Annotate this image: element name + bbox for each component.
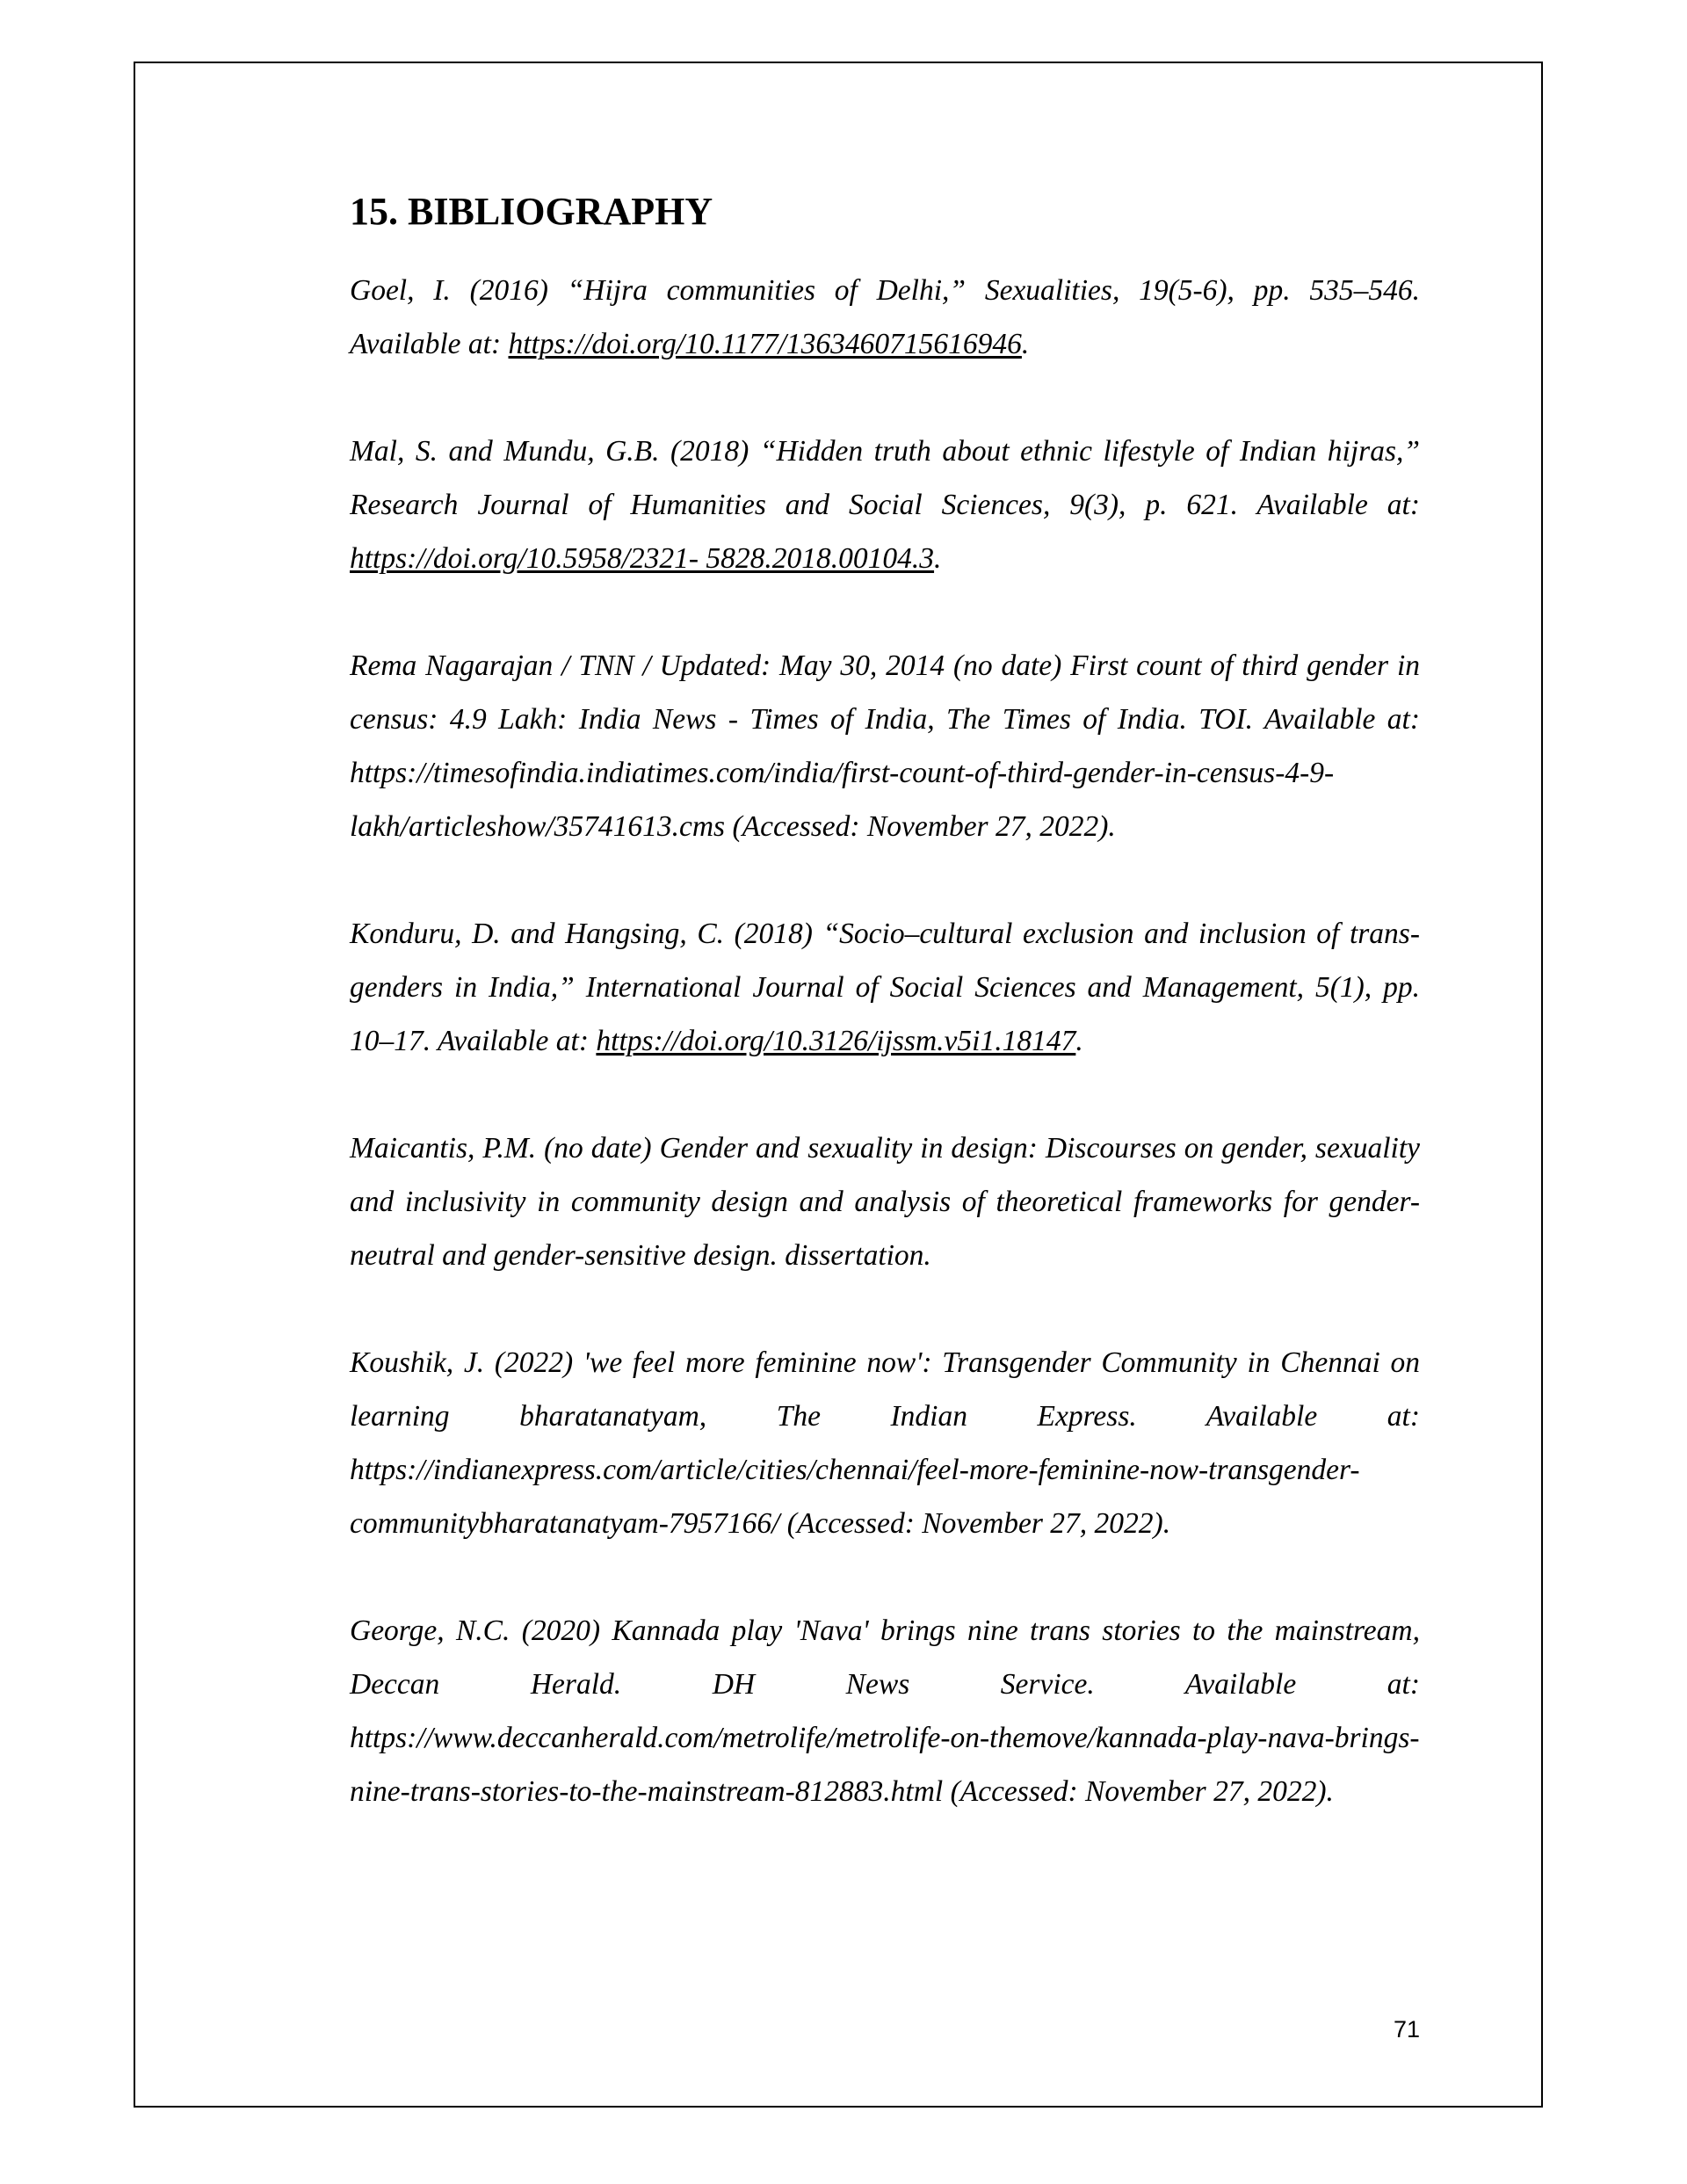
reference-entry-2: [350, 424, 1420, 585]
reference-text: Koushik, J. (2022) 'we feel more feminine now': Transgender Community in Chennai on learning bharatanatyam, The Indian Express. Available at: https://indianexpress.com/article/cities/chennai/feel-more-feminine-now-transgender-communitybharatanatyam-7957166/ (Accessed: November 27, 2022).: [350, 1346, 1420, 1540]
reference-suffix: .: [1021, 328, 1030, 360]
reference-text: George, N.C. (2020) Kannada play 'Nava' brings nine trans stories to the mainstream, Deccan Herald. DH News Service. Available at: https://www.deccanherald.com/metrolife/metrolife-on-themove/kannada-play-nava-brings-nine-trans-stories-to-the-mainstream-812883.html (Accessed: November 27, 2022).: [350, 1614, 1420, 1808]
reference-entry-1: [350, 264, 1420, 371]
reference-suffix: .: [934, 542, 942, 575]
reference-text: Goel, I. (2016) “Hijra communities of Delhi,” Sexualities, 19(5-6), pp. 535–546. Available at:: [350, 274, 1420, 360]
bibliography-section: [350, 185, 1420, 1872]
reference-text: Rema Nagarajan / TNN / Updated: May 30, 2014 (no date) First count of third gender in census: 4.9 Lakh: India News - Times of India, The Times of India. TOI. Available at: https://timesofindia.indiatimes.com/india/first-count-of-third-gender-in-census-4-9- lakh/articleshow/35741613.cms (Accessed: November 27, 2022).: [350, 649, 1420, 843]
reference-text: Mal, S. and Mundu, G.B. (2018) “Hidden truth about ethnic lifestyle of Indian hijras,” Research Journal of Humanities and Social Sciences, 9(3), p. 621. Available at:: [350, 435, 1420, 521]
reference-link[interactable]: https://doi.org/10.1177/1363460715616946: [508, 328, 1022, 360]
reference-entry-4: [350, 907, 1420, 1068]
reference-link[interactable]: https://doi.org/10.3126/ijssm.v5i1.18147: [596, 1025, 1076, 1057]
reference-entry-5: [350, 1121, 1420, 1282]
reference-suffix: .: [1075, 1025, 1083, 1057]
reference-text: Maicantis, P.M. (no date) Gender and sexuality in design: Discourses on gender, sexuality and inclusivity in community design and analysis of theoretical frameworks for gender-neutral and gender-sensitive design. dissertation.: [350, 1132, 1420, 1272]
reference-entry-7: [350, 1604, 1420, 1818]
reference-text: Konduru, D. and Hangsing, C. (2018) “Socio–cultural exclusion and inclusion of trans-genders in India,” International Journal of Social Sciences and Management, 5(1), pp. 10–17. Available at:: [350, 918, 1420, 1057]
reference-link[interactable]: https://doi.org/10.5958/2321- 5828.2018.00104.3: [350, 542, 935, 575]
reference-entry-6: [350, 1336, 1420, 1550]
page-title: 15. BIBLIOGRAPHY: [350, 190, 713, 233]
page-number: 71: [1393, 2016, 1420, 2043]
reference-entry-3: [350, 639, 1420, 853]
